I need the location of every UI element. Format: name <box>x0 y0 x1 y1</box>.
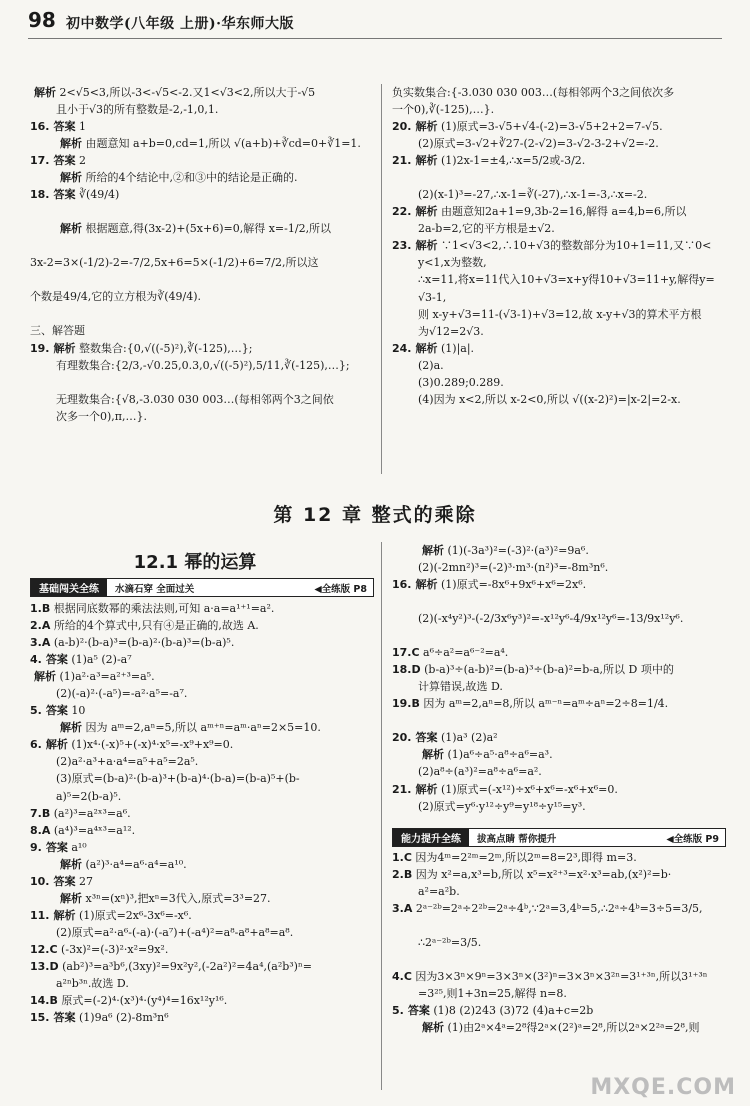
book-title: 初中数学(八年级 上册)·华东师大版 <box>66 16 294 32</box>
text-line <box>30 1009 372 1026</box>
line-text: 因为3×3ⁿ×9ⁿ=3×3ⁿ×(3²)ⁿ=3×3ⁿ×3²ⁿ=3¹⁺³ⁿ,所以3¹⁺³ⁿ <box>411 969 708 983</box>
text-line <box>392 576 724 593</box>
answer-tag: 解析 <box>60 222 82 236</box>
text-line <box>392 917 724 934</box>
answer-tag: 答案 <box>53 120 76 134</box>
text-line <box>392 391 724 408</box>
text-line <box>392 951 724 968</box>
text-line <box>392 118 724 135</box>
left-column-top <box>30 84 372 425</box>
banner-basic-ref: ◀全练版 P8 <box>314 583 367 595</box>
line-text: 根据同底数幂的乘法法则,可知 a·a=a¹⁺¹=a². <box>50 602 275 615</box>
line-text: (2)(-2mn²)³=(-2)³·m³·(n²)³=-8m³n⁶. <box>418 561 609 575</box>
line-text: 整数集合:{0,√((-5)²),∛(-125),…}; <box>75 341 253 355</box>
text-line <box>392 542 724 559</box>
line-text: 2ᵃ⁻²ᵇ=2ᵃ÷2²ᵇ=2ᵃ÷4ᵇ,∵2ᵃ=3,4ᵇ=5,∴2ᵃ÷4ᵇ=3÷5=3/5, <box>412 901 703 915</box>
question-number: 21. <box>392 154 412 168</box>
banner-basic-subtitle: 水滴石穿 全面过关 <box>115 583 195 595</box>
text-line <box>30 169 372 186</box>
question-number: 3.A <box>30 636 51 650</box>
right-column-bottom <box>392 542 724 1036</box>
text-line <box>392 866 724 883</box>
line-text: (a-b)²·(b-a)³=(b-a)²·(b-a)³=(b-a)⁵. <box>50 636 235 650</box>
answer-tag: 解析 <box>415 782 438 796</box>
banner-basic <box>30 578 374 597</box>
answer-tag: 答案 <box>45 704 68 718</box>
text-line <box>30 322 372 339</box>
line-text: (3)原式=(b-a)²·(b-a)³+(b-a)⁴·(b-a)=(b-a)⁵+(b- <box>56 772 300 786</box>
text-line <box>392 84 724 101</box>
text-line <box>392 169 724 186</box>
line-text: ∛(49/4) <box>75 188 120 202</box>
text-line <box>392 101 724 118</box>
text-line <box>30 805 372 822</box>
line-text: (1)|a|. <box>437 341 475 355</box>
line-text: 2<√5<3,所以-3<-√5<-2.又1<√3<2,所以大于-√5 <box>56 86 316 99</box>
question-number: 20. <box>392 731 412 745</box>
text-line <box>30 101 372 118</box>
line-text: 则 x-y+√3=11-(√3-1)+√3=12,故 x-y+√3的算术平方根 <box>418 307 702 321</box>
line-text: (1)x⁴·(-x)⁵+(-x)⁴·x⁵=-x⁹+x⁹=0. <box>67 738 234 752</box>
text-line <box>392 306 724 323</box>
line-text: (1)原式=2x⁶-3x⁶=-x⁶. <box>75 908 192 922</box>
text-line <box>30 907 372 924</box>
text-line <box>392 695 724 712</box>
line-text: √3-1, <box>418 290 447 304</box>
answer-tag: 解析 <box>45 738 68 752</box>
question-number: 24. <box>392 341 412 355</box>
page-number: 98 <box>28 8 56 32</box>
text-line <box>392 186 724 203</box>
answer-tag: 解析 <box>34 670 56 684</box>
answer-tag: 解析 <box>415 578 438 592</box>
text-line <box>30 84 372 101</box>
text-line <box>392 883 724 900</box>
answer-tag: 答案 <box>53 154 76 168</box>
text-line <box>30 941 372 958</box>
text-line <box>392 644 724 661</box>
text-line <box>392 968 724 985</box>
line-text: (2)原式=a²·a⁶-(-a)·(-a⁷)+(-a⁴)²=a⁸-a⁸+a⁸=a⁸. <box>56 925 294 939</box>
text-line <box>392 849 724 866</box>
line-text: (-3x)²=(-3)²·x²=9x². <box>57 942 169 956</box>
line-text: 3x-2=3×(-1/2)-2=-7/2,5x+6=5×(-1/2)+6=7/2,所以这 <box>30 256 319 270</box>
text-line <box>392 237 724 254</box>
text-line <box>30 617 372 634</box>
text-line <box>392 712 724 729</box>
text-line <box>30 839 372 856</box>
section-title: 12.1 幂的运算 <box>133 552 257 573</box>
line-text: (1)a⁶÷a⁵·a⁸÷a⁶=a³. <box>444 748 553 762</box>
answer-tag: 答案 <box>45 840 68 854</box>
line-text: (1)a⁵ (2)-a⁷ <box>67 653 132 667</box>
answer-tag: 答案 <box>53 188 76 202</box>
line-text: 一个0),∛(-125),…}. <box>392 103 495 117</box>
line-text: 个数是49/4,它的立方根为∛(49/4). <box>30 290 201 304</box>
line-text: ∴2ᵃ⁻²ᵇ=3/5. <box>418 935 482 949</box>
question-number: 1.C <box>392 850 412 864</box>
line-text: (2)a. <box>418 358 444 372</box>
column-divider-top <box>381 84 382 474</box>
text-line <box>392 985 724 1002</box>
page-header <box>28 8 722 38</box>
line-text: a²ⁿb³ⁿ.故选 D. <box>56 977 129 991</box>
answer-tag: 解析 <box>415 239 438 253</box>
banner-basic-title: 基础闯关全练 <box>31 579 107 596</box>
question-number: 23. <box>392 239 412 253</box>
text-line <box>30 340 372 357</box>
text-line <box>30 736 372 753</box>
answer-tag: 解析 <box>415 205 438 219</box>
line-text: (2)a⁸÷(a³)²=a⁸÷a⁶=a². <box>418 765 542 779</box>
question-number: 3.A <box>392 901 413 915</box>
answer-tag: 解析 <box>53 908 76 922</box>
line-text: 无理数集合:{√8,-3.030 030 003…(每相邻两个3之间依 <box>56 392 334 406</box>
line-text: 原式=(-2)⁴·(x³)⁴·(y⁴)⁴=16x¹²y¹⁶. <box>57 994 228 1008</box>
line-text: (2)原式=3-√2+∛27-(2-√2)=3-√2-3-2+√2=-2. <box>418 137 659 151</box>
text-line <box>30 408 372 425</box>
text-line <box>30 719 372 736</box>
text-line <box>30 873 372 890</box>
text-line <box>392 1002 724 1019</box>
line-text: (3)0.289;0.289. <box>418 375 504 389</box>
text-line <box>30 237 372 254</box>
line-text: (1)原式=3-√5+√4-(-2)=3-√5+2+2=7-√5. <box>437 120 663 134</box>
answer-tag: 解析 <box>415 341 438 355</box>
text-line <box>392 798 724 815</box>
question-number: 2.A <box>30 619 51 633</box>
banner-advanced <box>392 828 726 847</box>
line-text: 所给的4个结论中,②和③中的结论是正确的. <box>82 171 298 185</box>
header-rule <box>28 38 722 39</box>
question-number: 4.C <box>392 969 412 983</box>
left-column-bottom <box>30 600 372 1026</box>
line-text: a⁶÷a²=a⁶⁻²=a⁴. <box>419 646 509 660</box>
line-text: (4)因为 x<2,所以 x-2<0,所以 √((x-2)²)=|x-2|=2-x. <box>418 392 681 406</box>
text-line <box>30 958 372 975</box>
text-line <box>392 374 724 391</box>
text-line <box>30 600 372 617</box>
line-text: 由题意知 a+b=0,cd=1,所以 √(a+b)+∛cd=0+∛1=1. <box>82 137 361 151</box>
text-line <box>30 357 372 374</box>
line-text: (2)a²·a³+a·a⁴=a⁵+a⁵=2a⁵. <box>56 755 199 769</box>
question-number: 17. <box>30 154 50 168</box>
line-text: (a⁴)³=a⁴ˣ³=a¹². <box>50 823 136 837</box>
text-line <box>30 685 372 702</box>
line-text: 三、解答题 <box>30 324 85 338</box>
line-text: =3²⁵,则1+3n=25,解得 n=8. <box>418 986 567 1000</box>
answer-tag: 解析 <box>60 137 82 151</box>
question-number: 8.A <box>30 823 51 837</box>
question-number: 18.D <box>392 663 421 677</box>
text-line <box>30 770 372 787</box>
text-line <box>392 1019 724 1036</box>
question-number: 17.C <box>392 646 420 660</box>
line-text: x³ⁿ=(xⁿ)³,把xⁿ=3代入,原式=3³=27. <box>82 891 271 905</box>
banner-advanced-title: 能力提升全练 <box>393 829 469 846</box>
question-number: 16. <box>30 120 50 134</box>
line-text: (2)(x-1)³=-27,∴x-1=∛(-27),∴x-1=-3,∴x=-2. <box>418 188 648 202</box>
question-number: 11. <box>30 908 50 922</box>
question-number: 20. <box>392 120 412 134</box>
text-line <box>30 305 372 322</box>
text-line <box>392 900 724 917</box>
text-line <box>392 152 724 169</box>
text-line <box>392 729 724 746</box>
answer-tag: 解析 <box>415 154 438 168</box>
text-line <box>30 634 372 651</box>
line-text: 计算错误,故选 D. <box>418 680 503 694</box>
line-text: (2)(-x⁴y²)³-(-2/3x⁶y³)²=-x¹²y⁶-4/9x¹²y⁶=-13/9x¹²y⁶. <box>418 612 684 626</box>
line-text: a¹⁰ <box>67 840 87 854</box>
line-text: y<1,x为整数, <box>418 256 487 270</box>
text-line <box>30 220 372 237</box>
answer-tag: 解析 <box>422 544 444 557</box>
question-number: 15. <box>30 1011 50 1025</box>
text-line <box>30 135 372 152</box>
question-number: 14.B <box>30 994 58 1008</box>
text-line <box>392 135 724 152</box>
line-text: 10 <box>67 704 86 718</box>
column-divider-bottom <box>381 542 382 1090</box>
question-number: 9. <box>30 840 42 854</box>
text-line <box>30 992 372 1009</box>
line-text: 1 <box>75 120 86 134</box>
question-number: 12.C <box>30 942 58 956</box>
right-column-top <box>392 84 724 408</box>
text-line <box>392 271 724 288</box>
text-line <box>30 203 372 220</box>
line-text: 负实数集合:{-3.030 030 003…(每相邻两个3之间依次多 <box>392 86 675 99</box>
text-line <box>392 661 724 678</box>
line-text: 27 <box>75 874 93 888</box>
text-line <box>30 668 372 685</box>
text-line <box>392 593 724 610</box>
question-number: 4. <box>30 653 42 667</box>
question-number: 22. <box>392 205 412 219</box>
text-line <box>392 627 724 644</box>
text-line <box>30 271 372 288</box>
line-text: 所给的4个算式中,只有④是正确的,故选 A. <box>50 619 259 633</box>
text-line <box>30 975 372 992</box>
text-line <box>392 203 724 220</box>
watermark: MXQE.COM <box>590 1075 736 1100</box>
text-line <box>30 254 372 271</box>
answer-tag: 解析 <box>60 857 82 871</box>
text-line <box>30 702 372 719</box>
line-text: (1)9a⁶ (2)-8m³n⁶ <box>75 1011 169 1025</box>
text-line <box>30 856 372 873</box>
answer-tag: 答案 <box>415 731 438 745</box>
answer-tag: 答案 <box>45 653 68 667</box>
answer-tag: 解析 <box>60 891 82 905</box>
text-line <box>30 374 372 391</box>
question-number: 19. <box>30 341 50 355</box>
answer-tag: 解析 <box>415 120 438 134</box>
question-number: 5. <box>392 1003 404 1017</box>
text-line <box>30 924 372 941</box>
text-line <box>30 651 372 668</box>
line-text: 因为4ᵐ=2²ᵐ=2ᵐ,所以2ᵐ=8=2³,即得 m=3. <box>411 850 637 864</box>
text-line <box>392 357 724 374</box>
text-line <box>392 934 724 951</box>
text-line <box>30 788 372 805</box>
text-line <box>30 186 372 203</box>
banner-advanced-subtitle: 拔高点睛 帮你提升 <box>477 833 557 845</box>
line-text: 因为 aᵐ=2,aⁿ=5,所以 aᵐ⁺ⁿ=aᵐ·aⁿ=2×5=10. <box>82 721 321 735</box>
text-line <box>30 391 372 408</box>
line-text: a)⁵=2(b-a)⁵. <box>56 789 122 803</box>
text-line <box>392 781 724 798</box>
line-text: (1)原式=(-x¹²)÷x⁶+x⁶=-x⁶+x⁶=0. <box>437 782 618 796</box>
text-line <box>392 678 724 695</box>
line-text: 次多一个0),π,…}. <box>56 409 148 423</box>
text-line <box>392 610 724 627</box>
line-text: (a²)³=a²ˣ³=a⁶. <box>50 806 131 820</box>
text-line <box>30 753 372 770</box>
question-number: 5. <box>30 704 42 718</box>
line-text: (a²)³·a⁴=a⁶·a⁴=a¹⁰. <box>82 857 187 871</box>
line-text: (1)a²·a³=a²⁺³=a⁵. <box>56 670 155 684</box>
banner-advanced-ref: ◀全练版 P9 <box>666 833 719 845</box>
line-text: (1)8 (2)243 (3)72 (4)a+c=2b <box>429 1003 594 1017</box>
line-text: 且小于√3的所有整数是-2,-1,0,1. <box>56 103 219 117</box>
answer-tag: 解析 <box>422 748 444 762</box>
line-text: (1)原式=-8x⁶+9x⁶+x⁶=2x⁶. <box>437 578 587 592</box>
line-text: 根据题意,得(3x-2)+(5x+6)=0,解得 x=-1/2,所以 <box>82 222 332 236</box>
text-line <box>392 254 724 271</box>
text-line <box>30 890 372 907</box>
answer-tag: 解析 <box>60 171 82 185</box>
line-text: (2)原式=y⁶·y¹²÷y⁹=y¹⁸÷y¹⁵=y³. <box>418 799 586 813</box>
answer-tag: 答案 <box>53 1011 76 1025</box>
question-number: 18. <box>30 188 50 202</box>
line-text: 由题意知2a+1=9,3b-2=16,解得 a=4,b=6,所以 <box>437 205 687 219</box>
line-text: 2a-b=2,它的平方根是±√2. <box>418 222 555 236</box>
line-text: (1)(-3a³)²=(-3)²·(a³)²=9a⁶. <box>444 544 589 557</box>
text-line <box>392 340 724 357</box>
line-text: (ab²)³=a³b⁶,(3xy)²=9x²y²,(-2a²)²=4a⁴,(a²b³)ⁿ= <box>58 959 312 973</box>
question-number: 2.B <box>392 867 413 881</box>
line-text: ∴x=11,将x=11代入10+√3=x+y得10+√3=11+y,解得y= <box>418 273 715 287</box>
answer-tag: 解析 <box>53 341 76 355</box>
line-text: (1)由2ᵃ×4ᵃ=2⁸得2ᵃ×(2²)ᵃ=2⁸,所以2ᵃ×2²ᵃ=2⁸,则 <box>444 1020 700 1034</box>
question-number: 16. <box>392 578 412 592</box>
line-text: 为√12=2√3. <box>418 324 484 338</box>
line-text: 有理数集合:{2/3,-√0.25,0.3,0,√((-5)²),5/11,∛(-125),…}; <box>56 358 350 372</box>
question-number: 10. <box>30 874 50 888</box>
line-text: 因为 aᵐ=2,aⁿ=8,所以 aᵐ⁻ⁿ=aᵐ÷aⁿ=2÷8=1/4. <box>419 697 669 711</box>
question-number: 7.B <box>30 806 51 820</box>
question-number: 13.D <box>30 959 59 973</box>
question-number: 21. <box>392 782 412 796</box>
answer-tag: 解析 <box>422 1020 444 1034</box>
text-line <box>392 220 724 237</box>
text-line <box>30 152 372 169</box>
line-text: (1)2x-1=±4,∴x=5/2或-3/2. <box>437 154 586 168</box>
answer-tag: 答案 <box>407 1003 430 1017</box>
answer-tag: 答案 <box>53 874 76 888</box>
text-line <box>392 763 724 780</box>
answer-tag: 解析 <box>60 721 82 735</box>
line-text: 因为 x²=a,x³=b,所以 x⁵=x²⁺³=x²·x³=ab,(x²)²=b· <box>412 867 672 881</box>
text-line <box>30 822 372 839</box>
text-line <box>30 288 372 305</box>
question-number: 1.B <box>30 602 51 615</box>
question-number: 19.B <box>392 697 420 711</box>
answer-tag: 解析 <box>34 86 56 99</box>
line-text: (b-a)³÷(a-b)²=(b-a)³÷(b-a)²=b-a,所以 D 项中的 <box>420 663 674 677</box>
line-text: 2 <box>75 154 86 168</box>
text-line <box>392 559 724 576</box>
text-line <box>392 746 724 763</box>
question-number: 6. <box>30 738 42 752</box>
line-text: a²=a²b. <box>418 884 460 898</box>
line-text: (1)a³ (2)a² <box>437 731 498 745</box>
text-line <box>392 323 724 340</box>
text-line <box>30 118 372 135</box>
chapter-title: 第 12 章 整式的乘除 <box>273 504 477 526</box>
line-text: ∵1<√3<2,∴10+√3的整数部分为10+1=11,又∵0< <box>437 239 712 253</box>
text-line <box>392 289 724 306</box>
line-text: (2)(-a)²·(-a⁵)=-a²·a⁵=-a⁷. <box>56 687 188 701</box>
